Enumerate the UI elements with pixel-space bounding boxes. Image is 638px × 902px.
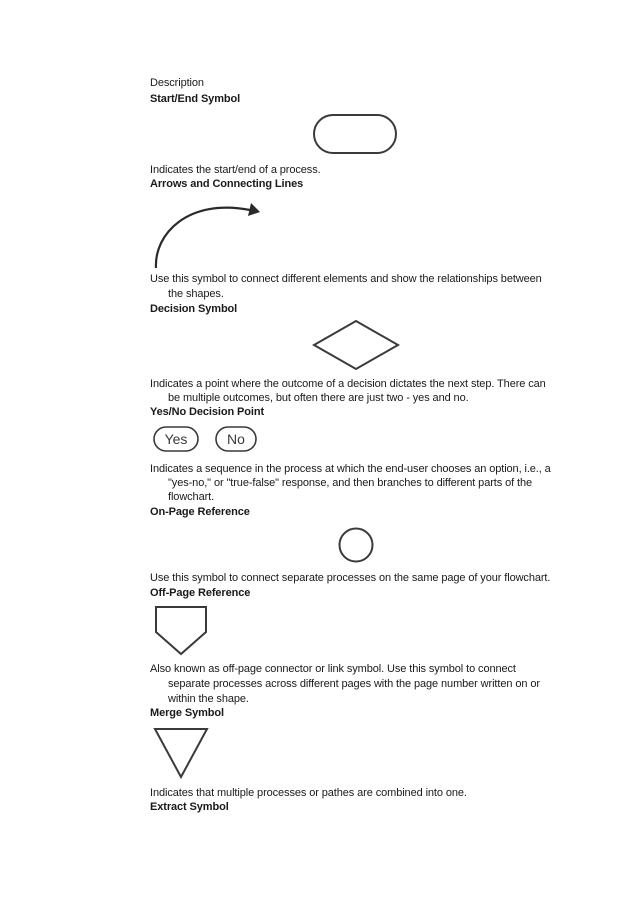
start-end-heading: Start/End Symbol	[150, 93, 241, 105]
off-page-description-line1: Also known as off-page connector or link symbol. Use this symbol to connect	[150, 663, 516, 675]
decision-diamond-shape	[312, 319, 400, 371]
off-page-heading: Off-Page Reference	[150, 587, 251, 599]
no-label: No	[227, 431, 245, 447]
description-label: Description	[150, 77, 204, 89]
extract-heading: Extract Symbol	[150, 801, 229, 813]
yes-no-description-line3: flowchart.	[168, 491, 215, 503]
off-page-description-line2: separate processes across different pages with the page number written on or	[168, 678, 540, 690]
yes-no-description-line2: "yes-no," or "true-false" response, and then branches to different parts of the	[168, 477, 533, 489]
on-page-circle-shape	[337, 526, 375, 564]
decision-heading: Decision Symbol	[150, 303, 238, 315]
merge-description: Indicates that multiple processes or pathes are combined into one.	[150, 787, 467, 799]
start-end-description: Indicates the start/end of a process.	[150, 164, 321, 176]
terminator-shape	[312, 113, 398, 155]
arrows-heading: Arrows and Connecting Lines	[150, 178, 304, 190]
off-page-description-line3: within the shape.	[168, 693, 249, 705]
on-page-description: Use this symbol to connect separate processes on the same page of your flowchart.	[150, 572, 551, 584]
on-page-heading: On-Page Reference	[150, 506, 250, 518]
yes-label: Yes	[164, 431, 188, 447]
merge-triangle-shape	[152, 726, 210, 780]
merge-heading: Merge Symbol	[150, 707, 224, 719]
yes-no-heading: Yes/No Decision Point	[150, 406, 265, 418]
yes-no-shapes	[150, 424, 260, 454]
off-page-pentagon-shape	[153, 604, 209, 656]
arrows-description-line2: the shapes.	[168, 288, 224, 300]
yes-no-description-line1: Indicates a sequence in the process at which the end-user chooses an option, i.e., a	[150, 463, 551, 475]
arrow-connector-shape	[148, 196, 264, 272]
decision-description-line2: be multiple outcomes, but often there are just two - yes and no.	[168, 392, 469, 404]
arrows-description-line1: Use this symbol to connect different elements and show the relationships between	[150, 273, 542, 285]
decision-description-line1: Indicates a point where the outcome of a decision dictates the next step. There can	[150, 378, 546, 390]
